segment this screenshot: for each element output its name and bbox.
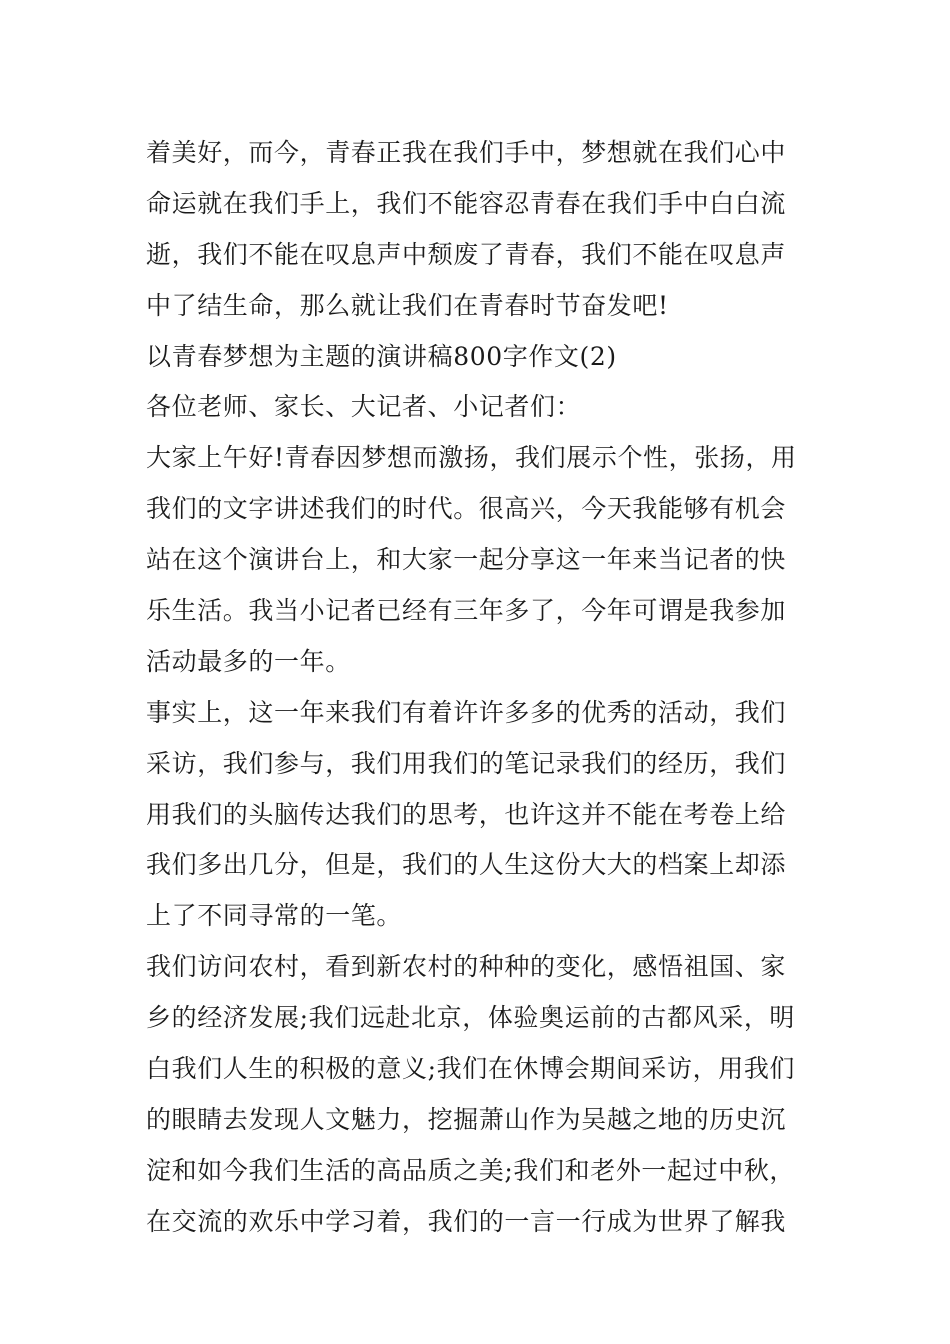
text-line: 乐生活。我当小记者已经有三年多了，今年可谓是我参加: [146, 596, 787, 626]
section-title: 以青春梦想为主题的演讲稿800字作文(2): [146, 341, 617, 371]
text-line: 用我们的头脑传达我们的思考，也许这并不能在考卷上给: [146, 799, 787, 829]
text-line: 上了不同寻常的一笔。: [146, 901, 403, 931]
text-line: 逝，我们不能在叹息声中颓废了青春，我们不能在叹息声: [146, 239, 787, 269]
text-line: 在交流的欢乐中学习着，我们的一言一行成为世界了解我: [146, 1206, 787, 1236]
text-line: 中了结生命，那么就让我们在青春时节奋发吧!: [146, 290, 669, 320]
text-line: 白我们人生的积极的意义;我们在休博会期间采访，用我们: [146, 1054, 796, 1084]
text-line: 站在这个演讲台上，和大家一起分享这一年来当记者的快: [146, 545, 787, 575]
text-line: 我们的文字讲述我们的时代。很高兴，今天我能够有机会: [146, 494, 787, 524]
document-body: [146, 128, 806, 1248]
text-line: 我们多出几分，但是，我们的人生这份大大的档案上却添: [146, 850, 787, 880]
text-line: 乡的经济发展;我们远赴北京，体验奥运前的古都风采，明: [146, 1003, 796, 1033]
text-line: 命运就在我们手上，我们不能容忍青春在我们手中白白流: [146, 188, 787, 218]
text-line: 活动最多的一年。: [146, 646, 351, 676]
text-line: 大家上午好!青春因梦想而激扬，我们展示个性，张扬，用: [146, 443, 797, 473]
text-line: 的眼睛去发现人文魅力，挖掘萧山作为吴越之地的历史沉: [146, 1104, 787, 1134]
text-line: 我们访问农村，看到新农村的种种的变化，感悟祖国、家: [146, 952, 787, 982]
text-line: 事实上，这一年来我们有着许许多多的优秀的活动，我们: [146, 697, 787, 727]
text-line: 淀和如今我们生活的高品质之美;我们和老外一起过中秋，: [146, 1155, 796, 1185]
text-line: 着美好，而今，青春正我在我们手中，梦想就在我们心中: [146, 138, 787, 167]
text-line: 采访，我们参与，我们用我们的笔记录我们的经历，我们: [146, 748, 787, 778]
salutation: 各位老师、家长、大记者、小记者们：: [146, 392, 582, 422]
